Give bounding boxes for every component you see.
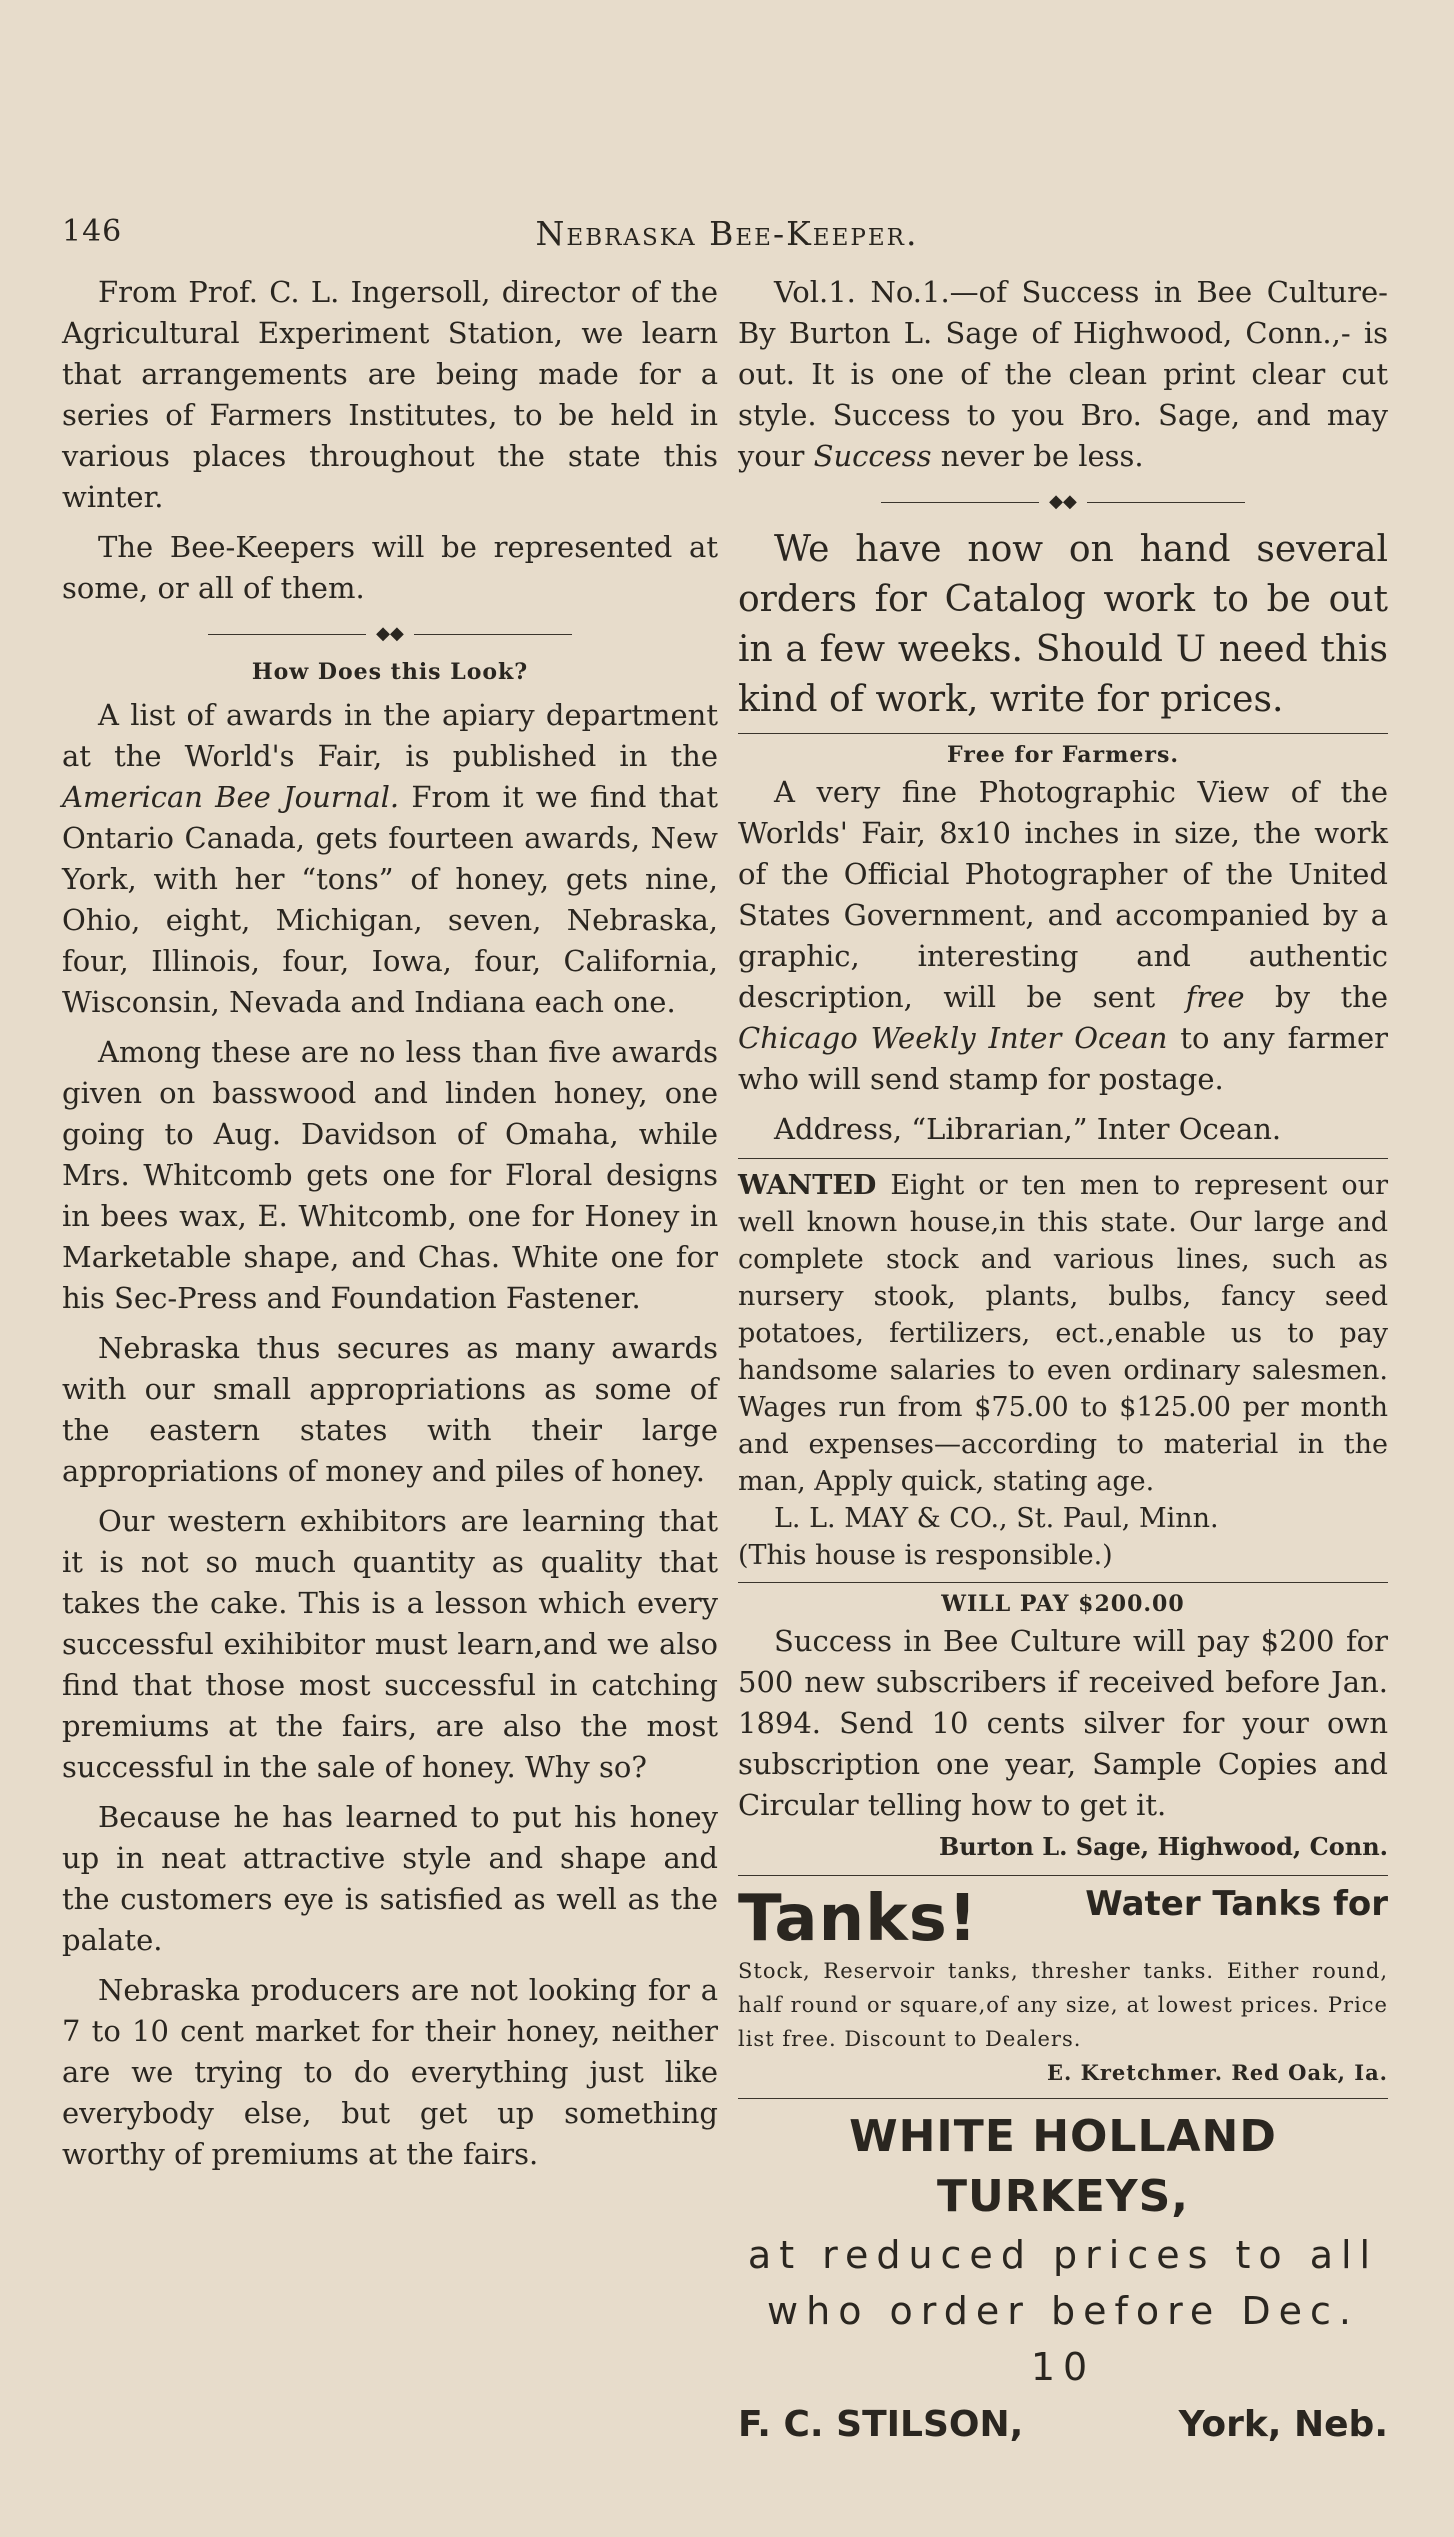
journal-title: American Bee Journal. (62, 780, 400, 814)
wanted-label: WANTED (738, 1170, 877, 1201)
stilson-name: F. C. STILSON, (738, 2404, 1024, 2445)
divider-rule (738, 1582, 1388, 1583)
stilson-signature (738, 2399, 1388, 2451)
stilson-place: York, Neb. (1178, 2404, 1388, 2445)
left-column (62, 272, 718, 2175)
beekeepers-paragraph: The Bee-Keepers will be represented at some, or all of them. (62, 530, 718, 605)
wanted-ad: WANTED Eight or ten men to represent our well known house,in this state. Our large and complete stock and various lines, such as nursery stook, plants, bulbs, fancy seed potatoes, fertilizers, ect.,enable us to pay handsome salaries to even ordinary salesmen. Wages run from $75.00 to $125.00 per month and expenses—according to material in the man, Apply quick, stating age. L. L. MAY & CO., St. Paul, Minn. (This house is responsible.) (738, 1167, 1388, 1574)
may-signature: L. L. MAY & CO., St. Paul, Minn. (774, 1503, 1219, 1534)
divider-rule (738, 1875, 1388, 1876)
responsible-note: (This house is responsible.) (738, 1540, 1113, 1571)
free-for-farmers-heading: Free for Farmers. (946, 742, 1180, 768)
water-tanks-label: Water Tanks for (1085, 1884, 1388, 1924)
ornament-divider: ◆◆ (62, 623, 718, 645)
divider-rule (738, 733, 1388, 734)
tanks-ad-text: Stock, Reservoir tanks, thresher tanks. Either round, half round or square,of any size, at lowest prices. Price list free. Discount to Dealers. (738, 1959, 1388, 2051)
sage-signature: Burton L. Sage, Highwood, Conn. (938, 1832, 1388, 1861)
success-paragraph: Vol.1. No.1.—of Success in Bee Culture-By Burton L. Sage of Highwood, Conn.,- is out. It is one of the clean print clear cut style. Success to you Bro. Sage, and may your Success never be less. (738, 275, 1388, 473)
producers-paragraph: Nebraska producers are not looking for a 7 to 10 cent market for their honey, neither are we trying to do everything just like everybody else, but get up something worthy of premiums at the fairs. (62, 1973, 718, 2171)
divider-rule (738, 2098, 1388, 2099)
nebraska-awards-paragraph: Nebraska thus secures as many awards with our small appropriations as some of the eastern states with their large appropriations of money and piles of honey. (62, 1331, 718, 1488)
basswood-paragraph: Among these are no less than five awards given on basswood and linden honey, one going to Aug. Davidson of Omaha, while Mrs. Whitcomb gets one for Floral designs in bees wax, E. Whitcomb, one for Honey in Marketable shape, and Chas. White one for his Sec-Press and Foundation Fastener. (62, 1035, 718, 1315)
how-does-this-look-heading: How Does this Look? (251, 659, 529, 685)
ornament-divider: ◆◆ (738, 491, 1388, 513)
tanks-ad-header (738, 1884, 1388, 1954)
will-pay-paragraph: Success in Bee Culture will pay $200 for 500 new subscribers if received before Jan. 1894. Send 10 cents silver for your own subscription one year, Sample Copies and Circular telling how to get it. (738, 1624, 1388, 1822)
catalog-notice: We have now on hand several orders for Catalog work to be out in a few weeks. Should U need this kind of work, write for prices. (738, 529, 1388, 720)
quality-paragraph: Our western exhibitors are learning that it is not so much quantity as quality that takes the cake. This is a lesson which every successful exihibitor must learn,and we also find that those most successful in catching premiums at the fairs, are also the most successful in the sale of honey. Why so? (62, 1504, 718, 1784)
turkeys-headline: WHITE HOLLAND TURKEYS, (849, 2111, 1277, 2222)
awards-paragraph: A list of awards in the apiary department at the World's Fair, is published in the American Bee Journal. From it we find that Ontario Canada, gets fourteen awards, New York, with her “tons” of honey, gets nine, Ohio, eight, Michigan, seven, Nebraska, four, Illinois, four, Iowa, four, California, Wisconsin, Nevada and Indiana each one. (62, 698, 719, 1019)
success-title: Success (813, 439, 932, 473)
will-pay-heading: WILL PAY $200.00 (941, 1591, 1185, 1617)
tanks-headline: Tanks! (738, 1882, 978, 1956)
right-column (738, 272, 1388, 2451)
farmers-address: Address, “Librarian,” Inter Ocean. (774, 1112, 1282, 1146)
running-head (62, 208, 1392, 258)
ingersoll-paragraph: From Prof. C. L. Ingersoll, director of the Agricultural Experiment Station, we learn that arrangements are being made for a series of Farmers Institutes, to be held in various places throughout the state this winter. (62, 275, 718, 514)
because-paragraph: Because he has learned to put his honey up in neat attractive style and shape and the customers eye is satisfied as well as the palate. (62, 1800, 718, 1957)
page-title: Nebraska Bee-Keeper. (535, 214, 919, 253)
turkeys-line-3: who order before Dec. 10 (767, 2289, 1359, 2389)
page-number: 146 (62, 214, 123, 249)
farmers-paragraph: A very fine Photographic View of the Worlds' Fair, 8x10 inches in size, the work of the Official Photographer of the United States Government, and accompanied by a graphic, interesting and authentic description, will be sent free by the Chicago Weekly Inter Ocean to any farmer who will send stamp for postage. (738, 775, 1388, 1096)
kretchmer-signature: E. Kretchmer. Red Oak, Ia. (1046, 2060, 1388, 2085)
divider-rule (738, 1158, 1388, 1159)
inter-ocean-title: Chicago Weekly Inter Ocean (738, 1021, 1168, 1055)
turkeys-line-2: at reduced prices to all (747, 2233, 1379, 2277)
